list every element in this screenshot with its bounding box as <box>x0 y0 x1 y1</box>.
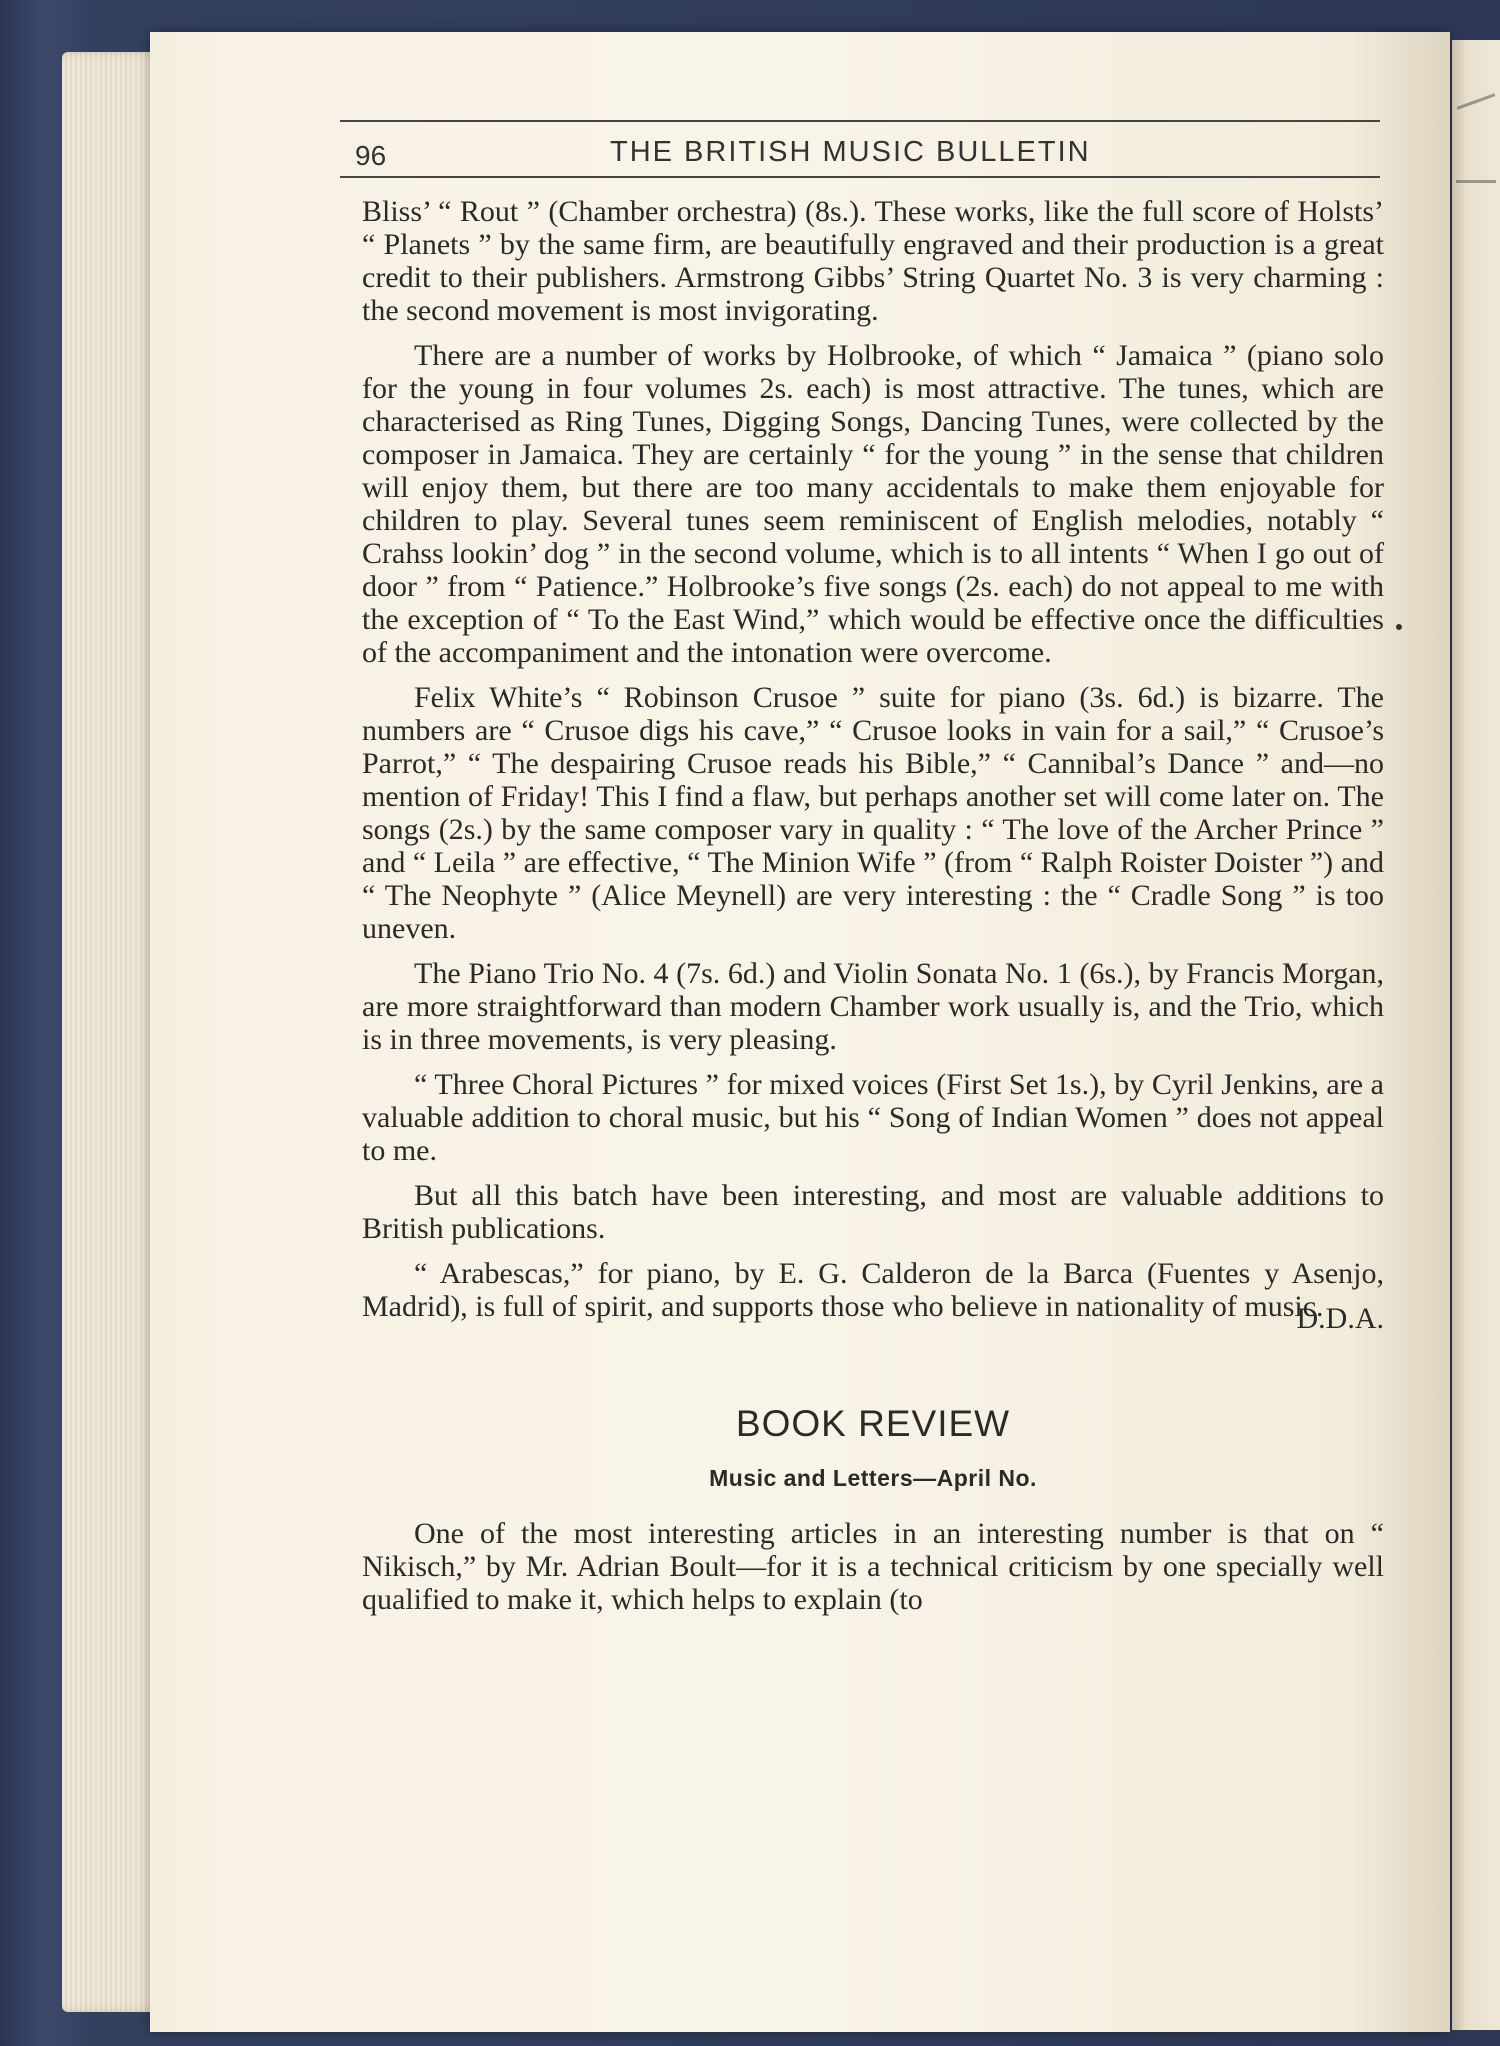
paragraph: But all this batch have been interesting, and most are valuable additions to British publications. <box>362 1179 1384 1245</box>
header-rule-bottom <box>340 176 1380 178</box>
author-signature: D.D.A. <box>1296 1302 1384 1335</box>
page-number: 96 <box>355 140 387 171</box>
paragraph: “ Three Choral Pictures ” for mixed voices (First Set 1s.), by Cyril Jenkins, are a valuable addition to choral music, but his “ Song of Indian Women ” does not appeal to me. <box>362 1068 1384 1167</box>
paragraph: Felix White’s “ Robinson Crusoe ” suite for piano (3s. 6d.) is bizarre. The numbers are “ Crusoe digs his cave,” “ Crusoe looks in vain for a sail,” “ Crusoe’s Parrot,” “ The despairing Crusoe reads his Bible,” “ Cannibal’s Dance ” and—no mention of Friday! This I find a flaw, but perhaps another set will come later on. The songs (2s.) by the same composer vary in quality : “ The love of the Archer Prince ” and “ Leila ” are effective, “ The Minion Wife ” (from “ Ralph Roister Doister ”) and “ The Neophyte ” (Alice Meynell) are very interesting : the “ Cradle Song ” is too uneven. <box>362 681 1384 945</box>
header-rule-top <box>340 120 1380 122</box>
facing-rule <box>1457 93 1496 109</box>
facing-page-edge <box>1452 40 1500 2030</box>
facing-rule <box>1456 180 1496 183</box>
paragraph: The Piano Trio No. 4 (7s. 6d.) and Violin Sonata No. 1 (6s.), by Francis Morgan, are more straightforward than modern Chamber work usually is, and the Trio, which is in three movements, is very pleasing. <box>362 957 1384 1056</box>
paragraph: “ Arabescas,” for piano, by E. G. Calderon de la Barca (Fuentes y Asenjo, Madrid), is full of spirit, and supports those who believe in nationality of music. <box>362 1257 1384 1323</box>
running-head: THE BRITISH MUSIC BULLETIN <box>610 136 1091 168</box>
paper-speck <box>1396 624 1402 630</box>
section-title: BOOK REVIEW <box>735 1403 1011 1444</box>
paragraph: There are a number of works by Holbrooke, of which “ Jamaica ” (piano solo for the young in four volumes 2s. each) is most attractive. The tunes, which are characterised as Ring Tunes, Digging Songs, Dancing Tunes, were collected by the composer in Jamaica. They are certainly “ for the young ” in the sense that children will enjoy them, but there are too many accidentals to make them enjoyable for children to play. Several tunes seem reminiscent of English melodies, notably “ Crahss lookin’ dog ” in the second volume, which is to all intents “ When I go out of door ” from “ Patience.” Holbrooke’s five songs (2s. each) do not appeal to me with the exception of “ To the East Wind,” which would be effective once the difficulties of the accompaniment and the intonation were overcome. <box>362 339 1384 669</box>
paragraph: Bliss’ “ Rout ” (Chamber orchestra) (8s.). These works, like the full score of Holsts’ “ Planets ” by the same firm, are beautifully engraved and their production is a great credit to their publishers. Armstrong Gibbs’ String Quartet No. 3 is very charming : the second movement is most invigorating. <box>362 195 1384 327</box>
section-subtitle: Music and Letters—April No. <box>709 1465 1037 1491</box>
paragraph: One of the most interesting articles in an interesting number is that on “ Nikisch,” by Mr. Adrian Boult—for it is a technical criticism by one specially well qualified to make it, which helps to explain (to <box>362 1517 1384 1616</box>
article-body <box>362 195 1384 1628</box>
